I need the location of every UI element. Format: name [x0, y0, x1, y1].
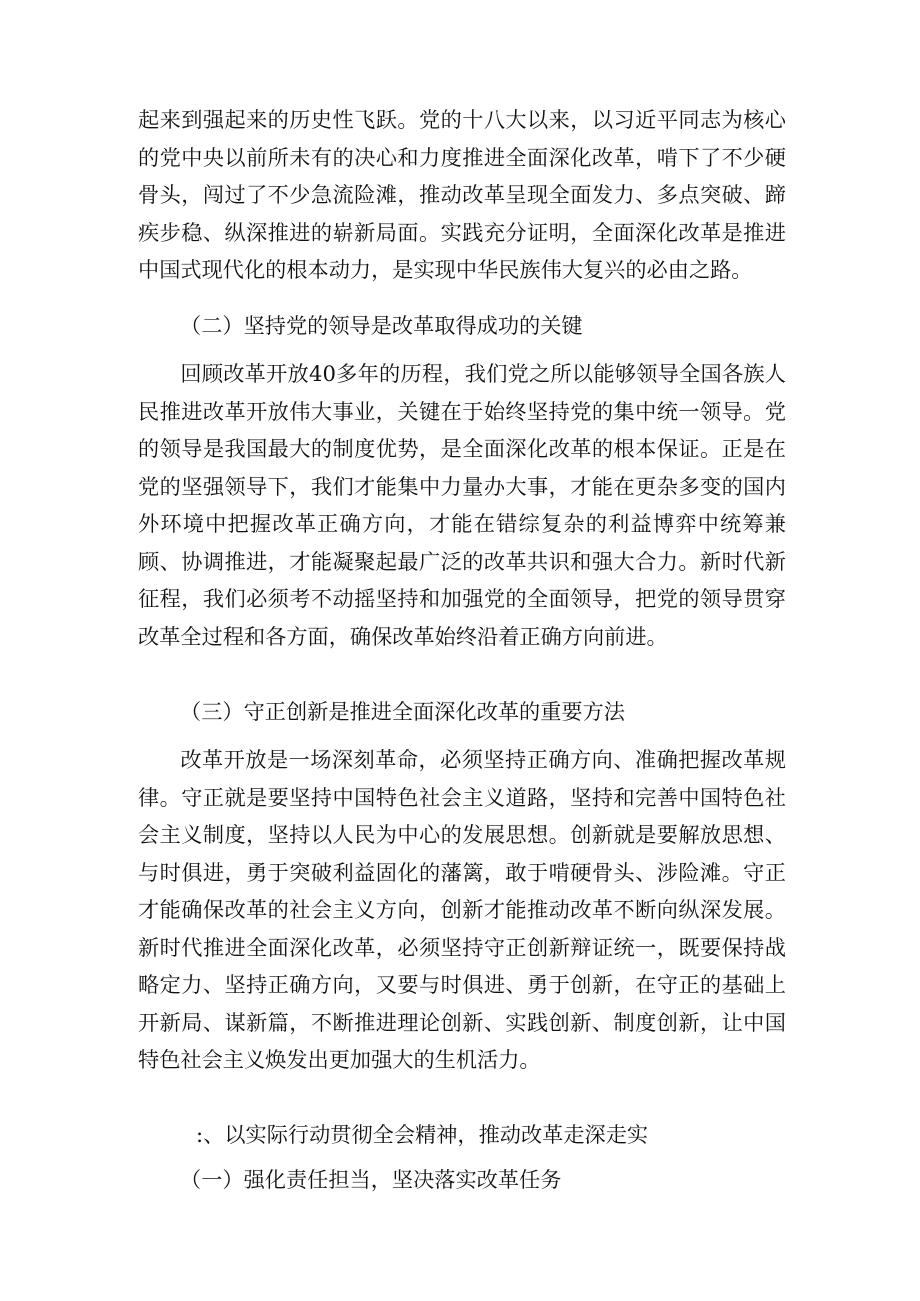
subheading-3: （三）守正创新是推进全面深化改革的重要方法	[180, 699, 625, 724]
paragraph-continued: 起来到强起来的历史性飞跃。党的十八大以来，以习近平同志为核心的党中央以前所未有的决心和力度推进全面深化改革，啃下了不少硬骨头，闯过了不少急流险滩，推动改革呈现全面发力、多点突破、蹄疾步稳、纵深推进的崭新局面。实践充分证明，全面深化改革是推进中国式现代化的根本动力，是实现中华民族伟大复兴的必由之路。	[138, 107, 786, 282]
subheading-2: （二）坚持党的领导是改革取得成功的关键	[180, 313, 583, 338]
paragraph-party-leadership: 回顾改革开放40多年的历程，我们党之所以能够领导全国各族人民推进改革开放伟大事业，关键在于始终坚持党的集中统一领导。党的领导是我国最大的制度优势，是全面深化改革的根本保证。正是在党的坚强领导下，我们才能集中力量办大事，才能在更杂多变的国内外环境中把握改革正确方向，才能在错综复杂的利益博弈中统筹兼顾、协调推进，才能凝聚起最广泛的改革共识和强大合力。新时代新征程，我们必须考不动摇坚持和加强党的全面领导，把党的领导贯穿改革全过程和各方面，确保改革始终沿着正确方向前进。	[138, 361, 786, 649]
subheading-1: （一）强化责任担当，坚决落实改革任务	[180, 1167, 562, 1192]
section-heading: :、以实际行动贯彻全会精神，推动改革走深走实	[196, 1122, 649, 1147]
paragraph-innovation: 改革开放是一场深刻革命，必须坚持正确方向、准确把握改革规律。守正就是要坚持中国特色社会主义道路，坚持和完善中国特色社会主义制度，坚持以人民为中心的发展思想。创新就是要解放思想、与时俱进，勇于突破利益固化的藩篱，敢于啃硬骨头、涉险滩。守正才能确保改革的社会主义方向，创新才能推动改革不断向纵深发展。新时代推进全面深化改革，必须坚持守正创新辩证统一，既要保持战略定力、坚持正确方向，又要与时俱进、勇于创新，在守正的基础上开新局、谋新篇，不断推进理论创新、实践创新、制度创新，让中国特色社会主义焕发出更加强大的生机活力。	[138, 747, 786, 1072]
